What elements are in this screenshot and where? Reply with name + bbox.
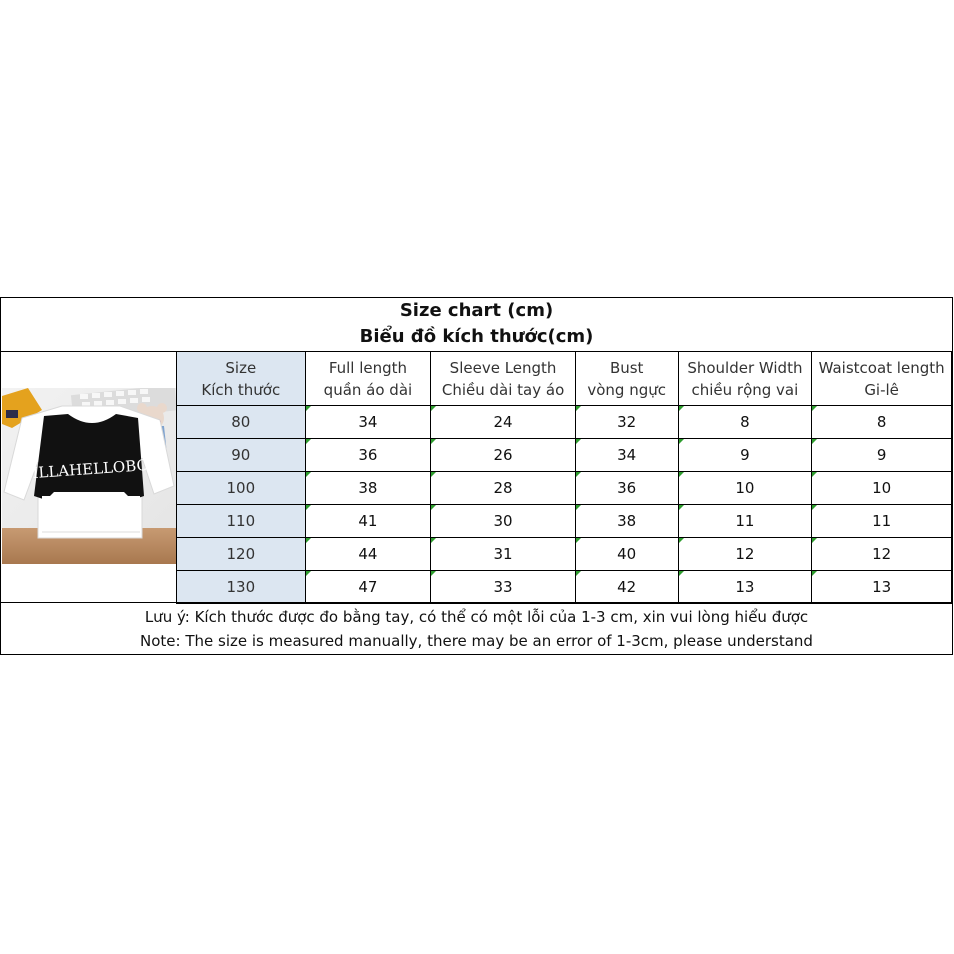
shoulder-width-cell <box>678 538 812 571</box>
corner-mark <box>812 439 817 444</box>
header-label-vi: chiều rộng vai <box>691 380 799 399</box>
cell-value: 13 <box>872 578 892 596</box>
cell-value: 10 <box>735 479 755 497</box>
corner-mark <box>306 538 311 543</box>
header-label-vi: quần áo dài <box>323 380 413 399</box>
bust-cell <box>575 571 678 604</box>
header-bust <box>575 352 678 406</box>
corner-mark <box>679 406 684 411</box>
corner-mark <box>679 439 684 444</box>
cell-value: 11 <box>735 512 755 530</box>
cell-value: 42 <box>617 578 637 596</box>
cell-value: 38 <box>358 479 378 497</box>
full-length-cell <box>305 505 431 538</box>
kids-shirt-image <box>2 388 176 564</box>
corner-mark <box>679 571 684 576</box>
header-label-en: Bust <box>609 358 644 377</box>
header-label-vi: Gi-lê <box>864 380 899 399</box>
full-length-cell <box>305 571 431 604</box>
table-row <box>177 538 952 571</box>
note-english: Note: The size is measured manually, there may be an error of 1-3cm, please understand <box>140 632 813 650</box>
corner-mark <box>431 406 436 411</box>
corner-mark <box>431 571 436 576</box>
corner-mark <box>576 472 581 477</box>
cell-value: 36 <box>358 446 378 464</box>
cell-value: 31 <box>493 545 513 563</box>
cell-value: 41 <box>358 512 378 530</box>
table-row <box>177 406 952 439</box>
shirt-print-text: ILLAHELLOBO <box>31 455 150 483</box>
header-shoulder-width <box>678 352 812 406</box>
header-waistcoat-length <box>812 352 952 406</box>
corner-mark <box>812 538 817 543</box>
shoulder-width-cell <box>678 406 812 439</box>
chart-title <box>1 298 952 352</box>
waistcoat-length-cell <box>812 538 952 571</box>
cell-value: 34 <box>358 413 378 431</box>
corner-mark <box>679 538 684 543</box>
size-cell: 120 <box>177 538 306 571</box>
full-length-cell <box>305 439 431 472</box>
cell-value: 44 <box>358 545 378 563</box>
cell-value: 28 <box>493 479 513 497</box>
corner-mark <box>812 406 817 411</box>
corner-mark <box>576 571 581 576</box>
corner-mark <box>431 505 436 510</box>
shoulder-width-cell <box>678 439 812 472</box>
cell-value: 9 <box>876 446 887 464</box>
shoulder-width-cell <box>678 571 812 604</box>
shoulder-width-cell <box>678 472 812 505</box>
cell-value: 8 <box>876 413 887 431</box>
sleeve-length-cell <box>431 505 576 538</box>
size-table <box>176 351 952 604</box>
header-sleeve-length <box>431 352 576 406</box>
cell-value: 47 <box>358 578 378 596</box>
header-label-en: Waistcoat length <box>818 358 945 377</box>
corner-mark <box>812 472 817 477</box>
corner-mark <box>576 406 581 411</box>
cell-value: 9 <box>740 446 750 464</box>
table-row <box>177 505 952 538</box>
corner-mark <box>431 472 436 477</box>
cell-value: 13 <box>735 578 755 596</box>
corner-mark <box>576 505 581 510</box>
sleeve-length-cell <box>431 571 576 604</box>
waistcoat-length-cell <box>812 439 952 472</box>
waistcoat-length-cell <box>812 406 952 439</box>
table-header-row <box>177 352 952 406</box>
corner-mark <box>812 571 817 576</box>
corner-mark <box>576 439 581 444</box>
header-label-vi: Kích thước <box>201 380 281 399</box>
cell-value: 24 <box>493 413 513 431</box>
cell-value: 12 <box>872 545 892 563</box>
corner-mark <box>679 472 684 477</box>
size-chart <box>0 297 953 655</box>
size-cell: 80 <box>177 406 306 439</box>
bust-cell <box>575 505 678 538</box>
bust-cell <box>575 439 678 472</box>
bust-cell <box>575 472 678 505</box>
waistcoat-length-cell <box>812 571 952 604</box>
cell-value: 36 <box>617 479 637 497</box>
bust-cell <box>575 406 678 439</box>
cell-value: 26 <box>493 446 513 464</box>
table-row <box>177 472 952 505</box>
corner-mark <box>306 472 311 477</box>
cell-value: 11 <box>872 512 892 530</box>
cell-value: 34 <box>617 446 637 464</box>
size-cell: 90 <box>177 439 306 472</box>
full-length-cell <box>305 406 431 439</box>
shoulder-width-cell <box>678 505 812 538</box>
title-english: Size chart (cm) <box>399 300 554 321</box>
waistcoat-length-cell <box>812 505 952 538</box>
header-label-en: Full length <box>328 358 408 377</box>
corner-mark <box>576 538 581 543</box>
cell-value: 10 <box>872 479 892 497</box>
header-label-en: Shoulder Width <box>687 358 803 377</box>
full-length-cell <box>305 472 431 505</box>
sleeve-length-cell <box>431 406 576 439</box>
corner-mark <box>431 538 436 543</box>
cell-value: 12 <box>735 545 755 563</box>
cell-value: 33 <box>493 578 513 596</box>
header-full-length <box>305 352 431 406</box>
bust-cell <box>575 538 678 571</box>
title-vietnamese: Biểu đồ kích thước(cm) <box>359 326 594 347</box>
product-photo <box>2 388 176 564</box>
cell-value: 38 <box>617 512 637 530</box>
sleeve-length-cell <box>431 472 576 505</box>
size-cell: 100 <box>177 472 306 505</box>
corner-mark <box>812 505 817 510</box>
cell-value: 32 <box>617 413 637 431</box>
header-label-vi: Chiều dài tay áo <box>441 380 565 399</box>
corner-mark <box>306 439 311 444</box>
size-cell: 110 <box>177 505 306 538</box>
cell-value: 8 <box>740 413 750 431</box>
cell-value: 40 <box>617 545 637 563</box>
size-cell: 130 <box>177 571 306 604</box>
table-row <box>177 571 952 604</box>
waistcoat-length-cell <box>812 472 952 505</box>
measurement-note <box>1 602 952 654</box>
corner-mark <box>306 505 311 510</box>
cell-value: 30 <box>493 512 513 530</box>
header-label-vi: vòng ngực <box>587 380 667 399</box>
header-label-en: Sleeve Length <box>449 358 557 377</box>
header-label-en: Size <box>225 358 257 377</box>
corner-mark <box>306 571 311 576</box>
full-length-cell <box>305 538 431 571</box>
table-row <box>177 439 952 472</box>
corner-mark <box>679 505 684 510</box>
corner-mark <box>306 406 311 411</box>
corner-mark <box>431 439 436 444</box>
note-vietnamese: Lưu ý: Kích thước được đo bằng tay, có thể có một lỗi của 1-3 cm, xin vui lòng hiểu được <box>144 608 809 626</box>
sleeve-length-cell <box>431 538 576 571</box>
header-size <box>177 352 306 406</box>
sleeve-length-cell <box>431 439 576 472</box>
